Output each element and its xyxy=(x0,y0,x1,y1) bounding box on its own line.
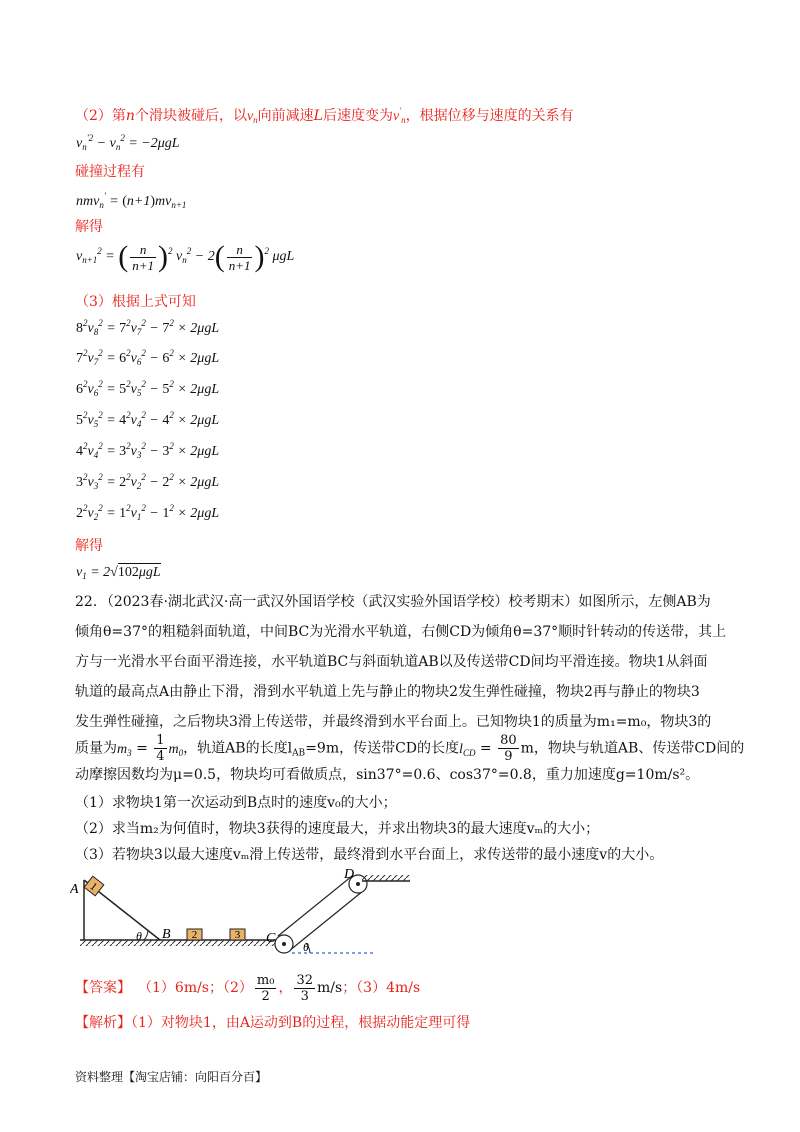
footer-source: 资料整理【淘宝店铺：向阳百分百】 xyxy=(75,1070,268,1084)
label-b: B xyxy=(162,927,171,942)
label-theta-2: θ xyxy=(303,940,309,954)
problem-line-4: 轨道的最高点A由静止下滑，滑到水平轨道上先与静止的物块2发生弹性碰撞，物块2再与静止的物块3 xyxy=(75,684,700,700)
equation-row: $4^2v_4^2 = 3^2v_3^2 - 3^2 \times 2\mu gL$ xyxy=(76,441,220,460)
label-c: C xyxy=(266,931,276,946)
equation-row: $6^2v_6^2 = 5^2v_5^2 - 5^2 \times 2\mu gL$ xyxy=(76,379,220,398)
problem-line-2: 倾角θ=37°的粗糙斜面轨道，中间BC为光滑水平轨道，右侧CD为倾角θ=37°顺时针转动的传送带，其上 xyxy=(75,624,727,640)
equation-displacement-velocity: $v_n^{'2} - v_n^2 = -2\mu gL$ xyxy=(76,133,180,152)
problem-line-6: 质量为$m_3$ = $\frac{1}{4}$ $m_0$，轨道AB的长度$l_{AB}=9m$，传送带CD的长度$l_{CD}$ = $\frac{80}{9}$ m，物块与轨道AB、传送带CD间的 xyxy=(75,733,745,764)
solve-label-2: 解得 xyxy=(75,538,103,554)
equation-result: $v_1 = 2√102\mu gL$ xyxy=(76,565,161,581)
problem-line-1: 22．（2023春·湖北武汉·高一武汉外国语学校（武汉实验外国语学校）校考期末）如图所示，左侧AB为 xyxy=(75,594,711,610)
equation-row: $7^2v_7^2 = 6^2v_6^2 - 6^2 \times 2\mu gL$ xyxy=(76,348,220,367)
physics-diagram xyxy=(70,866,420,961)
belt-upper xyxy=(289,891,363,951)
problem-line-7: 动摩擦因数均为μ=0.5，物块均可看做质点，sin37°=0.6、cos37°=0.8，重力加速度g=10m/s²。 xyxy=(75,767,700,783)
label-a: A xyxy=(70,882,79,897)
question-3: （3）若物块3以最大速度vₘ滑上传送带，最终滑到水平台面上，求传送带的最小速度v的大小。 xyxy=(75,847,664,863)
equation-row: $3^2v_3^2 = 2^2v_2^2 - 2^2 \times 2\mu gL$ xyxy=(76,472,220,491)
belt-lower xyxy=(278,876,352,936)
answer-line: 【答案】 （1）6m/s；（2） $\frac{\text{m₀}}{2}$ ， $\frac{32}{3}$ m/s；（3）4m/s xyxy=(75,972,421,1004)
problem-line-3: 方与一光滑水平台面平滑连接，水平轨道BC与斜面轨道AB以及传送带CD间均平滑连接。物块1从斜面 xyxy=(75,654,708,670)
incline-angle-arc xyxy=(144,930,148,940)
problem-line-5: 发生弹性碰撞，之后物块3滑上传送带，并最终滑到水平台面上。已知物块1的质量为m₁=m₀，物块3的 xyxy=(75,714,712,730)
analysis-line: 【解析】（1）对物块1，由A运动到B的过程，根据动能定理可得 xyxy=(75,1015,471,1031)
platform-hatch xyxy=(362,875,410,881)
block-3-label: 3 xyxy=(234,929,241,941)
label-d: D xyxy=(344,867,355,882)
equation-row: $8^2v_8^2 = 7^2v_7^2 - 7^2 \times 2\mu gL$ xyxy=(76,318,220,337)
ground-hatch xyxy=(80,940,285,946)
collision-label: 碰撞过程有 xyxy=(75,164,145,180)
equation-row: $5^2v_5^2 = 4^2v_4^2 - 4^2 \times 2\mu gL$ xyxy=(76,410,220,429)
block-2-label: 2 xyxy=(191,929,198,941)
part3-heading: （3）根据上式可知 xyxy=(75,294,196,310)
solve-label-1: 解得 xyxy=(75,219,103,235)
svg-text:1: 1 xyxy=(87,880,100,894)
equation-row: $2^2v_2^2 = 1^2v_1^2 - 1^2 \times 2\mu gL$ xyxy=(76,503,220,522)
question-1: （1）求物块1第一次运动到B点时的速度v₀的大小； xyxy=(75,795,397,811)
question-2: （2）求当m₂为何值时，物块3获得的速度最大，并求出物块3的最大速度vₘ的大小； xyxy=(75,821,600,837)
equation-recursion: $v_{n+1}^2$ = ( $\frac{n}{n+1}$ )$^2$ $v_n^2 - 2$( $\frac{n}{n+1}$ )$^2$ μgL xyxy=(76,240,295,273)
part2-heading: （2）第n个滑块被碰后，以$v_n$向前减速L后速度变为$v'_n$，根据位移与速度的关系有 xyxy=(75,106,574,125)
label-theta-1: θ xyxy=(136,929,142,943)
equation-momentum: $nmv_n' = (n+1)mv_{n+1}$ xyxy=(76,191,187,210)
